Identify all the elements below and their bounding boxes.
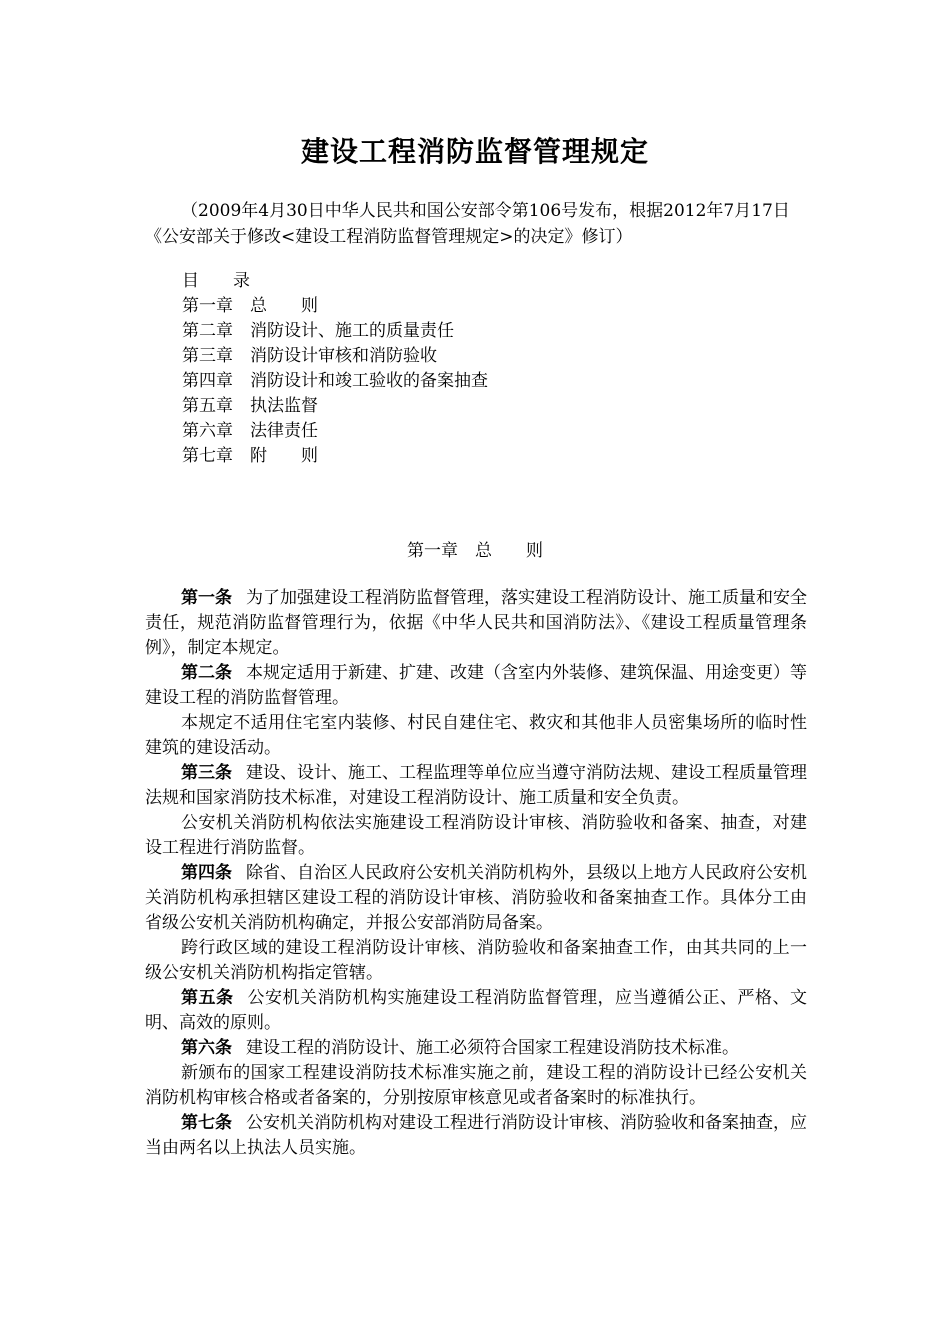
toc-item: 第六章 法律责任 (182, 421, 318, 441)
paragraph-text: 跨行政区域的建设工程消防设计审核、消防验收和备案抽查工作，由其共同的上一级公安机关消防机构指定管辖。 (145, 938, 807, 983)
toc-item: 第一章 总 则 (182, 296, 318, 316)
article-number: 第六条 (181, 1038, 232, 1058)
paragraph-text: 本规定不适用住宅室内装修、村民自建住宅、救灾和其他非人员密集场所的临时性建筑的建设活动。 (145, 713, 807, 758)
article-paragraph (145, 861, 807, 936)
article-paragraph (145, 761, 807, 811)
toc-item: 第五章 执法监督 (182, 396, 318, 416)
article-number: 第一条 (181, 588, 232, 608)
article-number: 第四条 (181, 863, 232, 883)
article-number: 第七条 (181, 1113, 232, 1133)
article-text: 本规定适用于新建、扩建、改建（含室内外装修、建筑保温、用途变更）等建设工程的消防监督管理。 (145, 663, 807, 708)
article-number: 第三条 (181, 763, 232, 783)
article-paragraph (145, 661, 807, 711)
article-paragraph (145, 986, 807, 1036)
article-paragraph (145, 1036, 807, 1061)
continuation-paragraph (145, 1061, 807, 1111)
article-text: 建设工程的消防设计、施工必须符合国家工程建设消防技术标准。 (246, 1038, 739, 1058)
article-text: 除省、自治区人民政府公安机关消防机构外，县级以上地方人民政府公安机关消防机构承担辖区建设工程的消防设计审核、消防验收和备案抽查工作。具体分工由省级公安机关消防机构确定，并报公安部消防局备案。 (145, 863, 807, 933)
continuation-paragraph (145, 936, 807, 986)
toc-item: 第七章 附 则 (182, 446, 318, 466)
article-paragraph (145, 586, 807, 661)
article-text: 公安机关消防机构实施建设工程消防监督管理，应当遵循公正、严格、文明、高效的原则。 (145, 988, 807, 1033)
table-of-contents (182, 269, 802, 469)
paragraph-text: 新颁布的国家工程建设消防技术标准实施之前，建设工程的消防设计已经公安机关消防机构审核合格或者备案的，分别按原审核意见或者备案时的标准执行。 (145, 1063, 807, 1108)
article-text: 为了加强建设工程消防监督管理，落实建设工程消防设计、施工质量和安全责任，规范消防监督管理行为，依据《中华人民共和国消防法》、《建设工程质量管理条例》，制定本规定。 (145, 588, 807, 658)
toc-item: 第四章 消防设计和竣工验收的备案抽查 (182, 371, 488, 391)
paragraph-text: 公安机关消防机构依法实施建设工程消防设计审核、消防验收和备案、抽查，对建设工程进行消防监督。 (145, 813, 807, 858)
continuation-paragraph (145, 711, 807, 761)
article-text: 建设、设计、施工、工程监理等单位应当遵守消防法规、建设工程质量管理法规和国家消防技术标准，对建设工程消防设计、施工质量和安全负责。 (145, 763, 807, 808)
continuation-paragraph (145, 811, 807, 861)
article-number: 第五条 (181, 988, 234, 1008)
toc-item: 第二章 消防设计、施工的质量责任 (182, 321, 454, 341)
article-text: 公安机关消防机构对建设工程进行消防设计审核、消防验收和备案抽查，应当由两名以上执法人员实施。 (145, 1113, 807, 1158)
document-body (145, 586, 807, 1161)
article-paragraph (145, 1111, 807, 1161)
toc-heading: 目 录 (182, 271, 250, 291)
article-number: 第二条 (181, 663, 232, 683)
document-title: 建设工程消防监督管理规定 (300, 135, 649, 168)
chapter-heading: 第一章 总 则 (407, 541, 543, 561)
toc-item: 第三章 消防设计审核和消防验收 (182, 346, 437, 366)
document-subtitle: （2009年4月30日中华人民共和国公安部令第106号发布，根据2012年7月17日《公安部关于修改<建设工程消防监督管理规定>的决定》修订） (145, 201, 790, 247)
